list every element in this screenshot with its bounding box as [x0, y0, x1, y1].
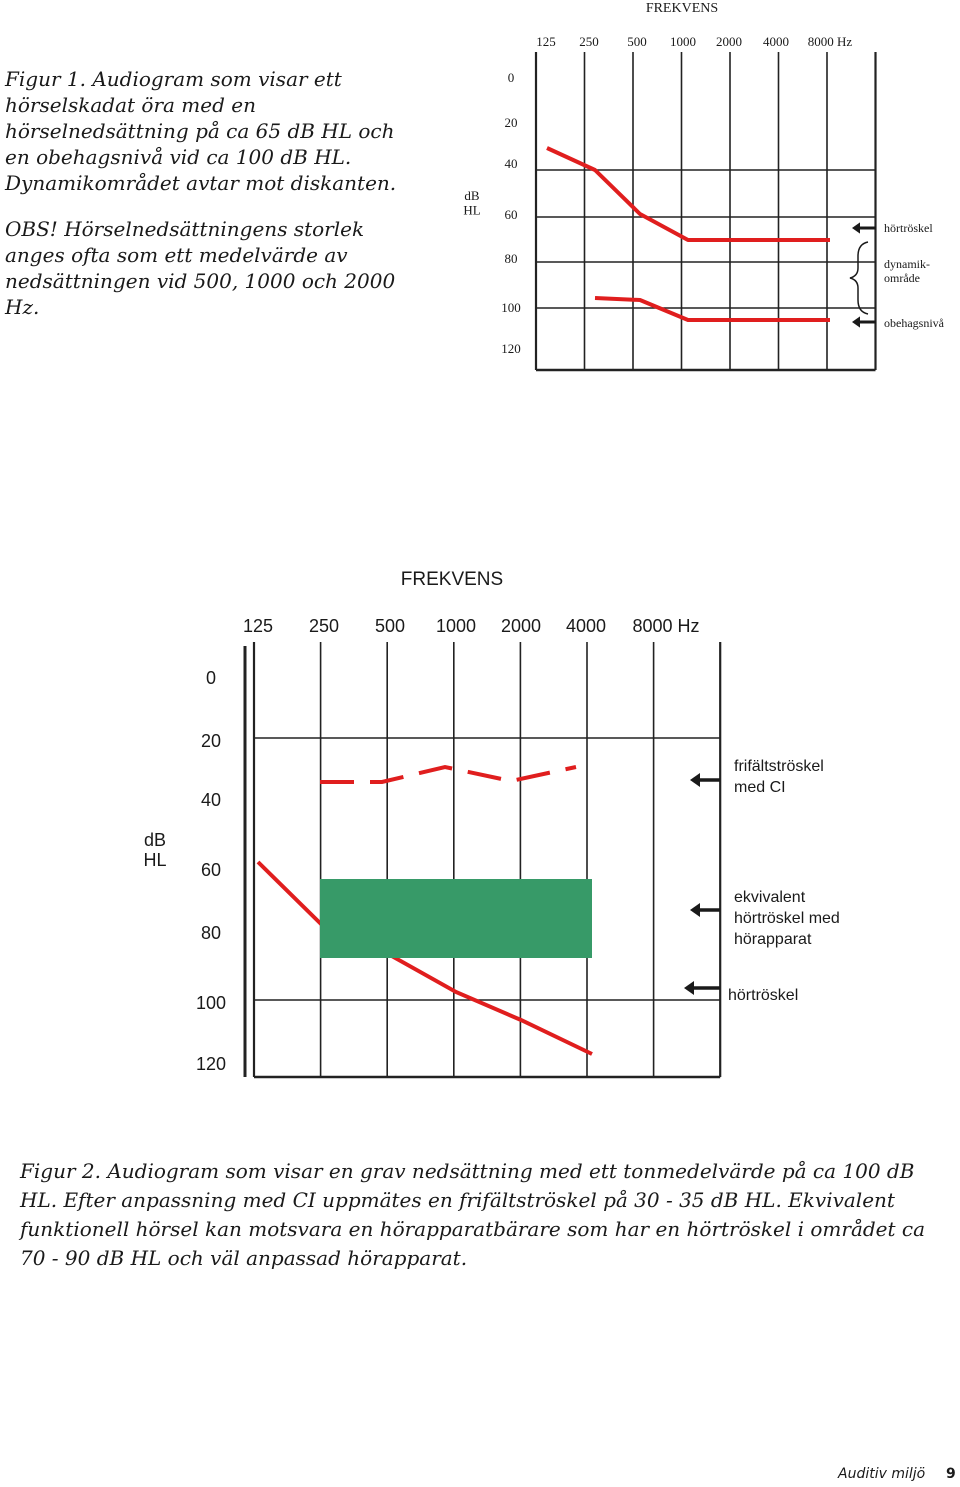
chart2-title: FREKVENS — [400, 569, 504, 590]
chart1-y-tick-label: 20 — [504, 115, 518, 130]
chart1-x-tick-label: 2000 — [716, 34, 742, 49]
chart1-x-tick-label: 8000 Hz — [807, 34, 853, 49]
chart2-y-tick-label: 0 — [205, 668, 217, 688]
chart1-legend-discomfort: obehagsnivå — [884, 316, 944, 330]
chart1-x-tick-label: 125 — [536, 34, 556, 49]
chart2-y-tick-label: 100 — [195, 993, 227, 1013]
chart1-x-tick-label: 250 — [579, 34, 599, 49]
chart2-equivalent-arrow-icon-head — [690, 903, 700, 917]
figure2-caption: Figur 2. Audiogram som visar en grav nedsättning med ett tonmedelvärde på ca 100 dB HL. Efter anpassning med CI uppmätes en frifältströskel på 30 - 35 dB HL. Ekvivalent funktionell hörsel kan motsvara en hörapparatbärare som har en hörtröskel i området ca 70 - 90 dB HL och väl anpassad hörapparat. — [20, 1159, 926, 1270]
chart2-ci-threshold-line — [320, 767, 576, 782]
chart2-y-tick-label: 60 — [200, 860, 222, 880]
chart2-legend-free-field: frifältströskel med CI — [734, 758, 824, 796]
chart2-x-tick-label: 8000 Hz — [632, 616, 700, 636]
chart2-free-field-arrow-icon-head — [690, 773, 700, 787]
chart2-x-tick-label: 4000 — [565, 616, 607, 636]
page-number: 9 — [946, 1466, 956, 1482]
figure1-note: OBS! Hörselnedsättningens storlek anges ofta som ett medelvärde av nedsättningen vid 500, 1000 och 2000 Hz. — [5, 217, 396, 319]
chart1-x-tick-label: 500 — [627, 34, 647, 49]
chart2-legend-threshold: hörtröskel — [728, 987, 799, 1004]
chart2-legend-equivalent: ekvivalent hörtröskel med hörapparat — [734, 889, 840, 948]
chart1-y-axis-label: dB HL — [463, 188, 481, 218]
chart1-y-tick-label: 80 — [504, 251, 518, 266]
chart1-legend-dynamic-range: dynamik-område — [884, 257, 930, 285]
chart1-title: FREKVENS — [645, 1, 719, 16]
figure1-caption-text: Figur 1. Audiogram som visar ett hörselskadat öra med en hörselnedsättning på ca 65 dB HL och en obehagsnivå vid ca 100 dB HL. Dynamikområdet avtar mot diskanten. — [5, 67, 397, 195]
chart1-x-tick-label: 1000 — [670, 34, 696, 49]
chart1-threshold-arrow-icon-head — [852, 222, 860, 233]
chart2-hearing-aid-band-overlay — [320, 879, 592, 958]
chart1-x-tick-label: 4000 — [763, 34, 789, 49]
chart1-y-tick-label: 40 — [504, 156, 518, 171]
chart2-y-tick-label: 20 — [200, 731, 222, 751]
chart1-y-tick-label: 0 — [507, 70, 515, 85]
chart1-threshold-line — [547, 148, 830, 240]
chart2-x-tick-label: 500 — [374, 616, 406, 636]
chart2-x-tick-label: 2000 — [500, 616, 542, 636]
chart2-threshold-arrow-icon-head — [684, 981, 694, 995]
chart2-x-tick-label: 1000 — [435, 616, 477, 636]
chart2-y-tick-label: 120 — [195, 1054, 227, 1074]
chart1-y-tick-label: 100 — [501, 300, 521, 315]
chart1-brace-icon — [850, 242, 868, 314]
chart1-y-tick-label: 60 — [504, 207, 518, 222]
chart1-discomfort-line — [595, 298, 830, 320]
chart2-y-tick-label: 40 — [200, 790, 222, 810]
chart2-x-tick-label: 125 — [242, 616, 274, 636]
footer-title: Auditiv miljö — [838, 1466, 926, 1482]
chart2-y-axis-label: dB HL — [143, 830, 167, 870]
chart2-x-tick-label: 250 — [308, 616, 340, 636]
chart2-y-tick-label: 80 — [200, 923, 222, 943]
chart1-legend-threshold: hörtröskel — [884, 221, 933, 235]
chart1-y-tick-label: 120 — [501, 341, 521, 356]
chart1-discomfort-arrow-icon-head — [852, 316, 860, 327]
